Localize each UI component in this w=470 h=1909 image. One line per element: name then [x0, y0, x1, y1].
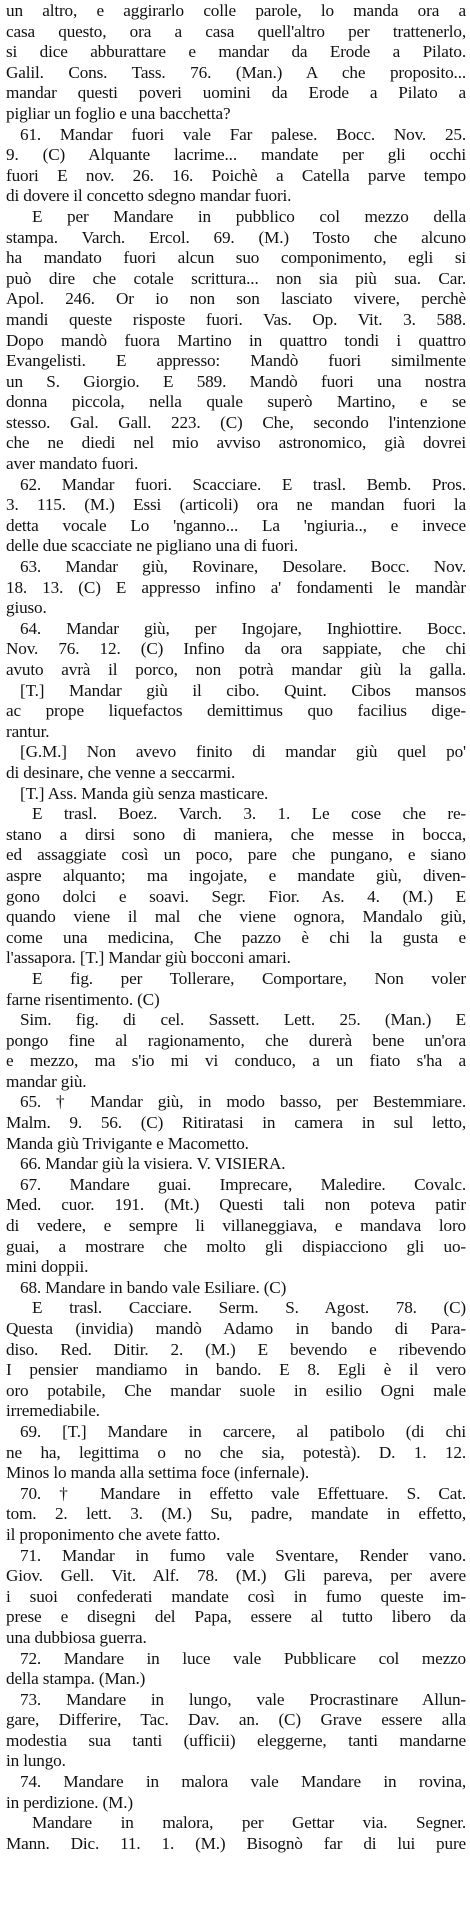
text-line: in lungo. — [6, 1751, 66, 1771]
text-line: pigliar un foglio e una bacchetta? — [6, 103, 231, 123]
text-line: può dire che cotale scrittura... non sia più sua. Car. — [6, 268, 466, 288]
text-line: Malm. 9. 56. (C) Ritiratasi in camera in sul letto, — [6, 1113, 466, 1133]
text-line: ac prope liquefactos demittimus quo facilius dige- — [6, 701, 466, 721]
text-line: guai, a mostrare che molto gli dispiacciono gli uo- — [6, 1236, 466, 1256]
text-line: tom. 2. lett. 3. (M.) Su, padre, mandate in effetto, — [6, 1504, 466, 1524]
text-line: Galil. Cons. Tass. 76. (Man.) A che proposito... — [6, 62, 466, 82]
text-line: avuto avrà il porco, non potrà mandar giù la galla. — [6, 660, 466, 679]
text-line: di vedere, e sempre li villaneggiava, e mandava loro — [6, 1216, 466, 1236]
entry-69-heading: 69. [T.] Mandare in carcere, al patibolo (di chi — [20, 1421, 466, 1441]
text-line: un altro, e aggirarlo colle parole, lo manda ora a — [6, 1, 466, 20]
text-line: modestia sua tanti (ufficii) eleggerne, tanti mandarne — [6, 1730, 466, 1750]
text-line: una dubbiosa guerra. — [6, 1627, 147, 1647]
text-line: aver mandato fuori. — [6, 454, 139, 474]
text-line: giuso. — [6, 598, 47, 618]
text-line: donna piccola, nella quale superò Martino, e se — [6, 392, 466, 412]
text-line: in perdizione. (M.) — [6, 1792, 133, 1812]
entry-63-heading: 63. Mandar giù, Rovinare, Desolare. Bocc. Nov. — [20, 557, 466, 577]
text-line: stano a dirsi sono di maniera, che messe in bocca, — [6, 824, 466, 844]
text-line: mandar giù. — [6, 1071, 87, 1091]
text-line: prese e disegni del Papa, essere al tutto libero da — [6, 1607, 466, 1627]
text-line: gono dolci e soavi. Segr. Fior. As. 4. (M.) E — [6, 886, 466, 906]
text-line: rantur. — [6, 721, 50, 741]
subentry-line: [T.] Ass. Manda giù senza masticare. — [20, 783, 269, 803]
text-line: Med. cuor. 191. (Mt.) Questi tali non poteva patir — [6, 1195, 466, 1215]
subentry-line: [G.M.] Non avevo finito di mandar giù quel po' — [20, 742, 466, 762]
text-line: stampa. Varch. Ercol. 69. (M.) Tosto che alcuno — [6, 227, 466, 247]
entry-64-heading: 64. Mandar giù, per Ingojare, Inghiottire. Bocc. — [20, 618, 466, 638]
text-line: Evangelisti. E appresso: Mandò fuori similmente — [6, 351, 466, 371]
text-line: delle due scacciate ne pigliano una di fuori. — [6, 536, 299, 556]
text-line: della stampa. (Man.) — [6, 1669, 146, 1689]
text-line: irremediabile. — [6, 1401, 100, 1421]
entry-72-heading: 72. Mandare in luce vale Pubblicare col mezzo — [20, 1648, 466, 1668]
text-line: farne risentimento. (C) — [6, 989, 160, 1009]
text-line: fuori E nov. 26. 16. Poichè a Catella parve tempo — [6, 165, 466, 185]
text-line: Mann. Dic. 11. 1. (M.) Bisognò far di lui pure — [6, 1833, 466, 1853]
entry-66-heading: 66. Mandar giù la visiera. V. VISIERA. — [20, 1154, 286, 1174]
text-line: di desinare, che venne a seccarmi. — [6, 762, 236, 782]
subentry-line: E per Mandare in pubblico col mezzo della — [32, 206, 466, 226]
entry-74-heading: 74. Mandare in malora vale Mandare in rovina, — [20, 1772, 466, 1792]
entry-61-heading: 61. Mandar fuori vale Far palese. Bocc. Nov. 25. — [20, 124, 466, 144]
subentry-line: E trasl. Cacciare. Serm. S. Agost. 78. (C) — [32, 1298, 466, 1318]
entry-62-heading: 62. Mandar fuori. Scacciare. E trasl. Bemb. Pros. — [20, 474, 466, 494]
subentry-line: E trasl. Boez. Varch. 3. 1. Le cose che re- — [32, 804, 466, 824]
text-line: come una medicina, Che pazzo è chi la gusta e — [6, 927, 466, 947]
text-line: quando viene il mal che viene ognora, Mandalo giù, — [6, 907, 466, 927]
subentry-line: Sim. fig. di cel. Sassett. Lett. 25. (Man.) E — [20, 1010, 466, 1030]
text-line: Apol. 246. Or io non son lasciato vivere, perchè — [6, 289, 466, 309]
text-line: l'assapora. [T.] Mandar giù bocconi amari. — [6, 948, 291, 968]
text-line: aspre alquanto; ma ingojate, e mandate giù, diven- — [6, 865, 466, 885]
text-line: mini doppii. — [6, 1257, 89, 1277]
text-line: detta vocale Lo 'nganno... La 'ngiuria.., e invece — [6, 515, 466, 535]
text-line: mandar questi poveri uomini da Erode a Pilato a — [6, 83, 466, 103]
subentry-line: E fig. per Tollerare, Comportare, Non voler — [32, 968, 466, 988]
entry-73-heading: 73. Mandare in lungo, vale Procrastinare Allun- — [20, 1689, 466, 1709]
text-line: di dovere il concetto sdegno mandar fuori. — [6, 186, 292, 206]
text-line: che ne diedi nel mio avviso astronomico, già dovrei — [6, 433, 466, 453]
text-line: gare, Differire, Tac. Dav. an. (C) Grave essere alla — [6, 1710, 466, 1730]
entry-65-heading: 65. † Mandar giù, in modo basso, per Bestemmiare. — [20, 1092, 466, 1112]
entry-68-heading: 68. Mandare in bando vale Esiliare. (C) — [20, 1277, 287, 1297]
text-line: I pensier mandiamo in bando. E 8. Egli è il vero — [6, 1360, 466, 1380]
text-line: e mezzo, ma s'io mi vi conduco, a un fiato s'ha a — [6, 1051, 466, 1071]
text-line: i suoi confederati mandate così in fumo queste im- — [6, 1586, 466, 1606]
text-line: diso. Red. Ditir. 2. (M.) E bevendo e ribevendo — [6, 1339, 466, 1359]
entry-70-heading: 70. † Mandare in effetto vale Effettuare. S. Cat. — [20, 1483, 466, 1503]
text-line: mandi queste risposte fuori. Vas. Op. Vit. 3. 588. — [6, 309, 466, 329]
text-line: casa questo, ora a casa quell'altro per trattenerlo, — [6, 21, 466, 41]
text-line: 18. 13. (C) E appresso infino a' fondamenti le mandàr — [6, 577, 466, 597]
text-line: il proponimento che avete fatto. — [6, 1524, 221, 1544]
text-line: ha mandato fuori alcun suo componimento, egli si — [6, 248, 466, 268]
text-line: 3. 115. (M.) Essi (articoli) ora ne mandan fuori la — [6, 495, 466, 515]
text-line: Questa (invidia) mandò Adamo in bando di Para- — [6, 1319, 466, 1338]
entry-71-heading: 71. Mandar in fumo vale Sventare, Render vano. — [20, 1545, 466, 1565]
subentry-line: [T.] Mandar giù il cibo. Quint. Cibos mansos — [20, 680, 466, 700]
text-line: si dice abburattare e mandar da Erode a Pilato. — [6, 42, 466, 62]
text-line: stesso. Gal. Gall. 223. (C) Che, secondo l'intenzione — [6, 412, 466, 432]
text-line: 9. (C) Alquante lacrime... mandate per gli occhi — [6, 145, 466, 165]
text-line: Nov. 76. 12. (C) Infino da ora sappiate, che chi — [6, 639, 466, 659]
text-line: ed assaggiate così un poco, pare che pungano, e siano — [6, 845, 466, 865]
text-line: Minos lo manda alla settima foce (infernale). — [6, 1463, 309, 1483]
subentry-line: Mandare in malora, per Gettar via. Segner. — [32, 1813, 466, 1833]
text-line: oro potabile, Che mandar suole in esilio Ogni male — [6, 1380, 466, 1400]
text-line: Manda giù Trivigante e Macometto. — [6, 1133, 249, 1153]
text-line: Dopo mandò fuora Martino in quattro tondi i quattro — [6, 330, 466, 350]
entry-67-heading: 67. Mandare guai. Imprecare, Maledire. Covalc. — [20, 1174, 466, 1194]
text-line: pongo fine al ragionamento, che durerà bene un'ora — [6, 1030, 466, 1050]
text-line: un S. Giorgio. E 589. Mandò fuori una nostra — [6, 371, 466, 391]
text-line: ne ha, legittima o no che sia, potestà). D. 1. 12. — [6, 1442, 466, 1462]
text-line: Giov. Gell. Vit. Alf. 78. (M.) Gli pareva, per avere — [6, 1566, 466, 1586]
